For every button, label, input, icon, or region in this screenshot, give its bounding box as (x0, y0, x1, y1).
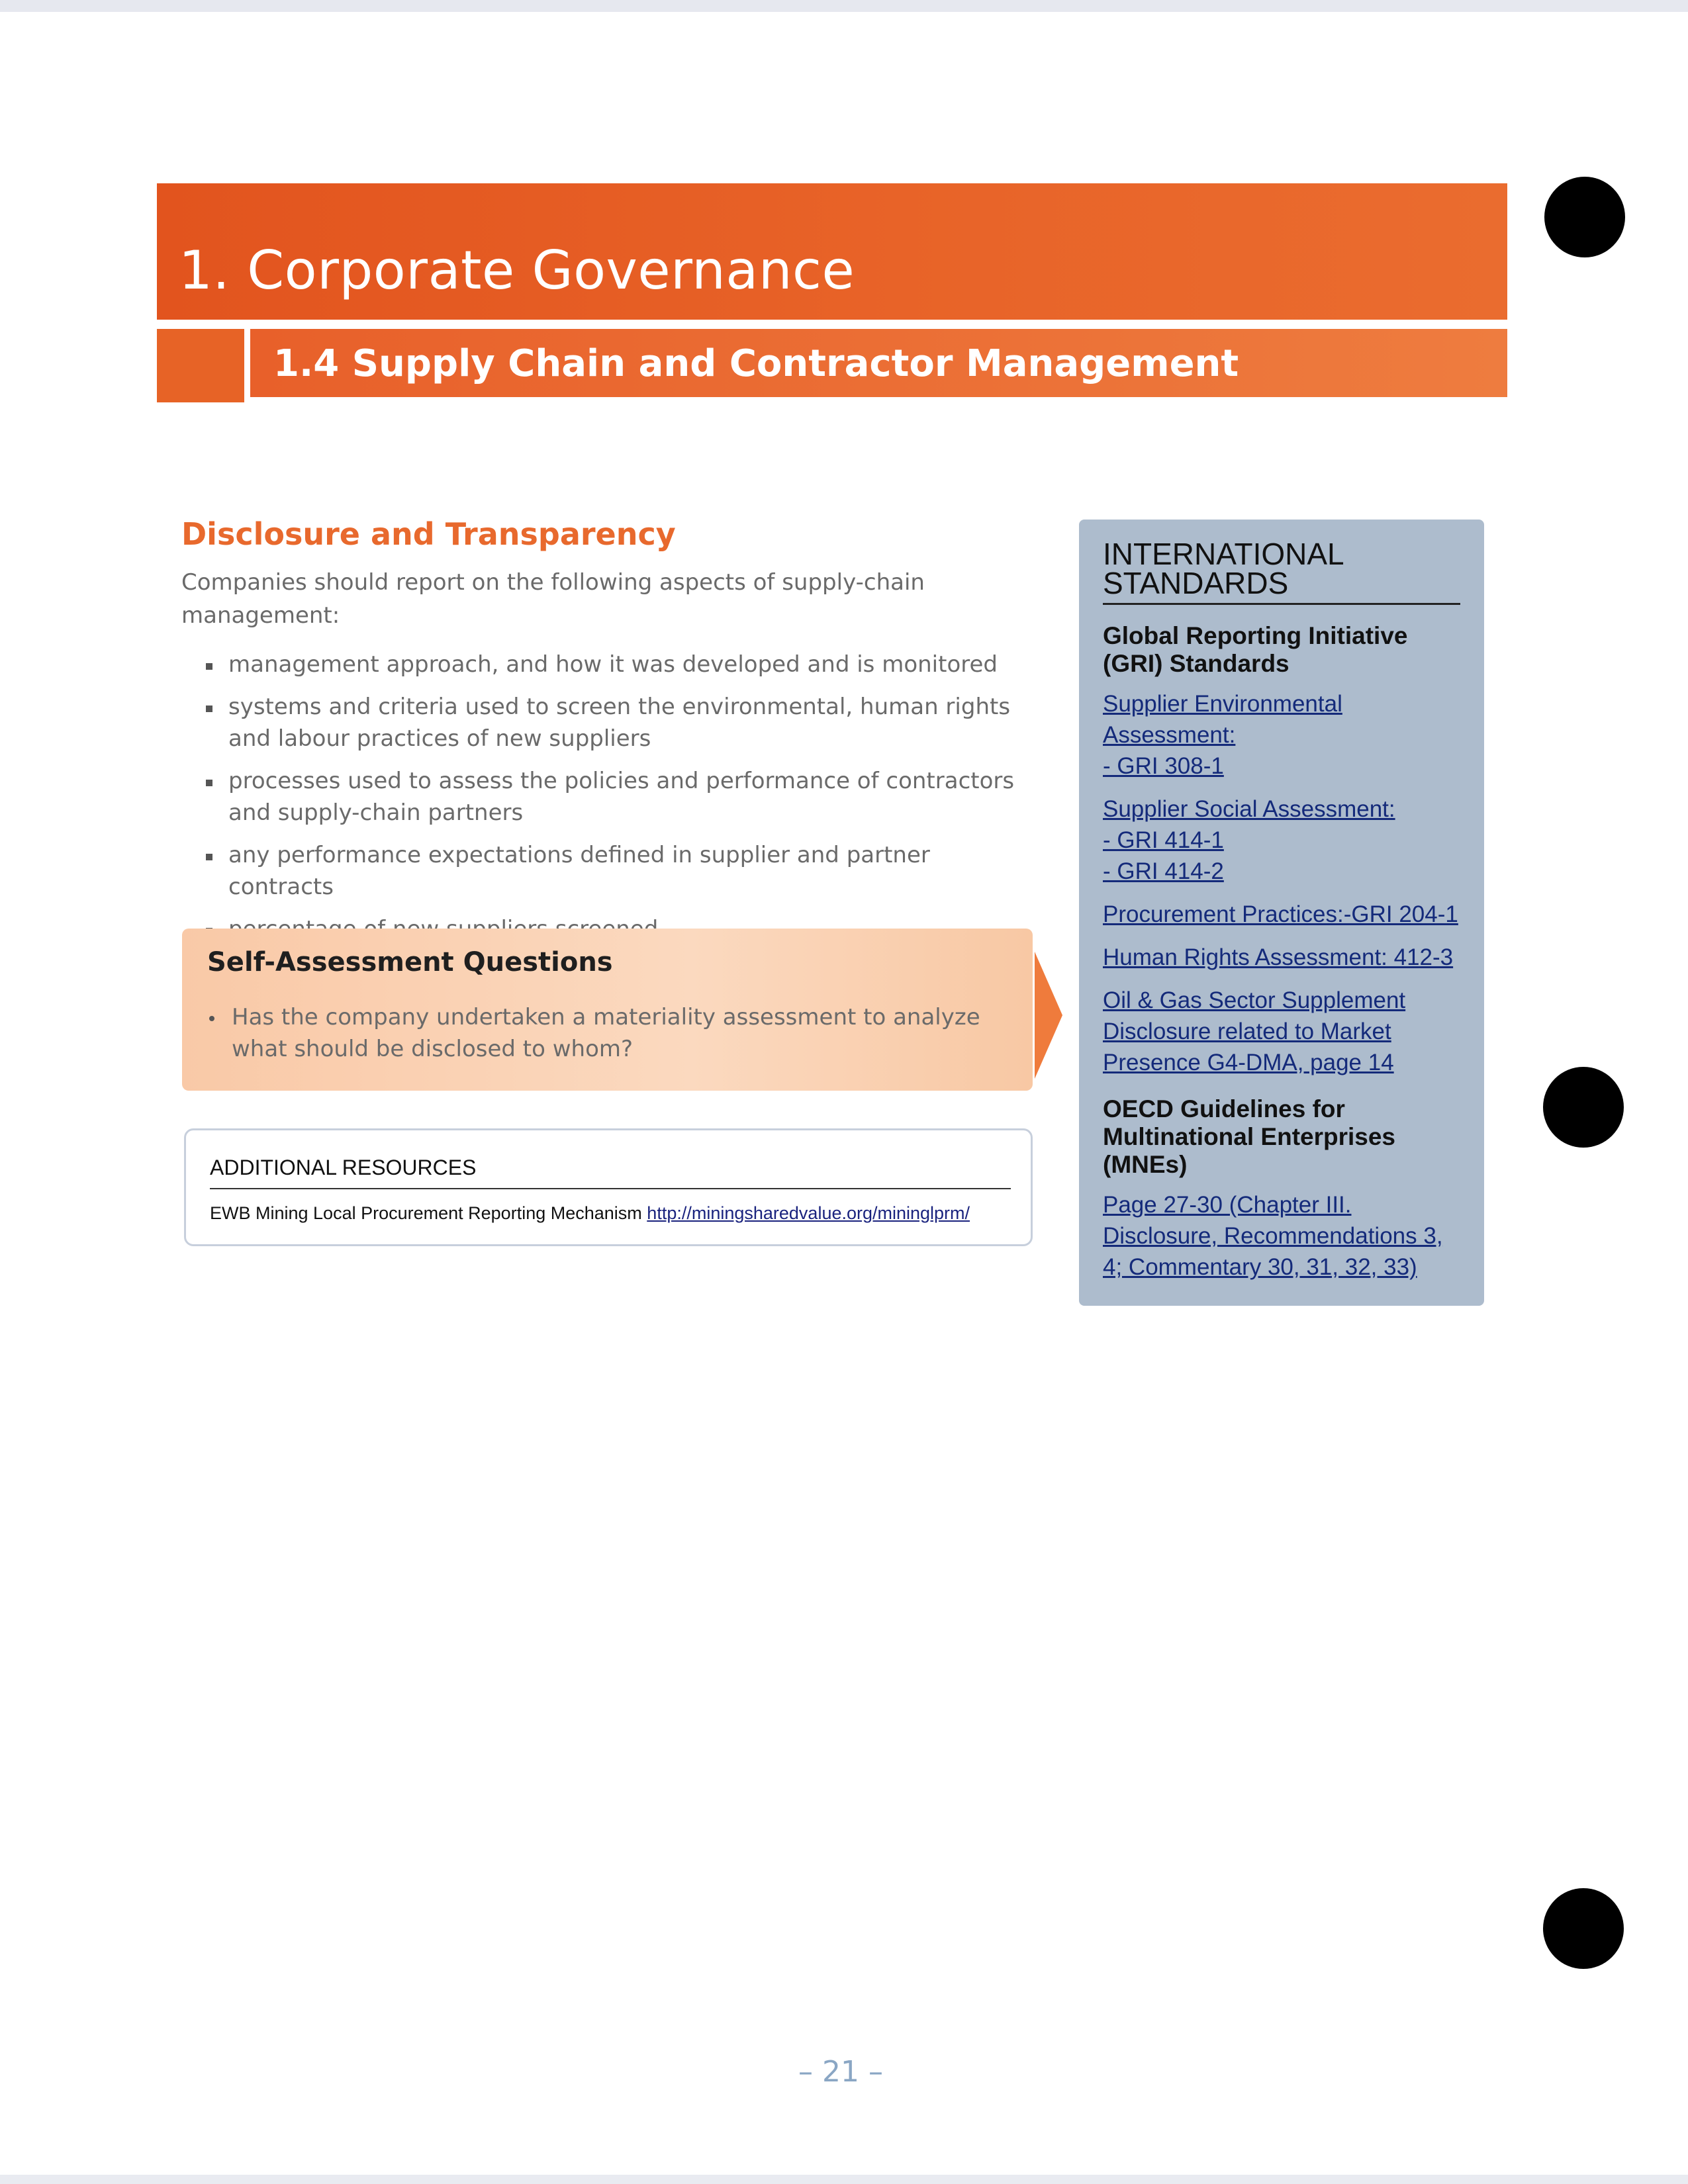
list-item: management approach, and how it was developed and is monitored (228, 649, 1029, 680)
resources-link[interactable]: http://miningsharedvalue.org/mininglprm/ (647, 1203, 970, 1223)
link-line: Supplier Environmental (1103, 691, 1342, 717)
disclosure-heading: Disclosure and Transparency (181, 516, 676, 552)
link-line: Human Rights Assessment: 412-3 (1103, 944, 1454, 970)
list-item: any performance expectations defined in supplier and partner contracts (228, 839, 1029, 903)
link-line: Oil & Gas Sector Supplement (1103, 987, 1406, 1013)
standards-title: INTERNATIONAL STANDARDS (1103, 539, 1460, 605)
link-line: Disclosure, Recommendations 3, (1103, 1223, 1443, 1249)
disclosure-list (228, 649, 1029, 956)
link-line: - GRI 414-1 (1103, 827, 1224, 853)
list-item: processes used to assess the policies and performance of contractors and supply-chain partners (228, 765, 1029, 829)
link-line: - GRI 414-2 (1103, 858, 1224, 884)
link-oecd-guidelines[interactable] (1103, 1189, 1460, 1283)
page-number: – 21 – (798, 2055, 883, 2089)
self-assessment-list (232, 1001, 1000, 1065)
oecd-heading: OECD Guidelines for Multinational Enterprises (MNEs) (1103, 1095, 1396, 1178)
disclosure-intro: Companies should report on the following aspects of supply-chain management: (181, 569, 925, 629)
link-human-rights-assessment[interactable] (1103, 942, 1460, 973)
self-assessment-title: Self-Assessment Questions (207, 947, 613, 978)
self-assessment-box (182, 929, 1033, 1091)
additional-resources-box (184, 1128, 1033, 1246)
pointer-arrow-icon (1035, 952, 1062, 1079)
international-standards-panel (1079, 520, 1484, 1306)
resources-entry (210, 1203, 970, 1224)
binder-hole-top (1544, 177, 1625, 257)
binder-hole-bottom (1543, 1888, 1624, 1969)
section-title: 1.4 Supply Chain and Contractor Management (273, 342, 1239, 385)
scan-bottom-edge (0, 2175, 1688, 2184)
self-assessment-question: Has the company undertaken a materiality assessment to analyze what should be disclosed to whom? (232, 1001, 1000, 1065)
list-item: systems and criteria used to screen the environmental, human rights and labour practices of new suppliers (228, 691, 1029, 754)
link-supplier-environmental-assessment[interactable] (1103, 688, 1460, 782)
chapter-title: 1. Corporate Governance (179, 240, 855, 301)
link-line: Disclosure related to Market (1103, 1019, 1391, 1044)
resources-title: ADDITIONAL RESOURCES (210, 1156, 1011, 1189)
section-header-bar (250, 329, 1507, 397)
link-line: Assessment: (1103, 722, 1236, 748)
gri-heading: Global Reporting Initiative (GRI) Standards (1103, 622, 1408, 677)
chapter-header-bar (157, 183, 1507, 320)
link-line: Page 27-30 (Chapter III. (1103, 1192, 1352, 1218)
resources-text: EWB Mining Local Procurement Reporting Mechanism (210, 1203, 642, 1223)
link-line: - GRI 308-1 (1103, 753, 1224, 779)
link-oil-gas-sector-supplement[interactable] (1103, 985, 1460, 1078)
link-line: Supplier Social Assessment: (1103, 796, 1395, 822)
link-line: Presence G4-DMA, page 14 (1103, 1050, 1394, 1075)
link-line: 4; Commentary 30, 31, 32, 33) (1103, 1254, 1417, 1280)
link-supplier-social-assessment[interactable] (1103, 794, 1460, 887)
scan-top-edge (0, 0, 1688, 12)
binder-hole-middle (1543, 1067, 1624, 1148)
link-line: Procurement Practices:-GRI 204-1 (1103, 901, 1458, 927)
link-procurement-practices[interactable] (1103, 899, 1460, 930)
section-header-tab (157, 329, 244, 402)
